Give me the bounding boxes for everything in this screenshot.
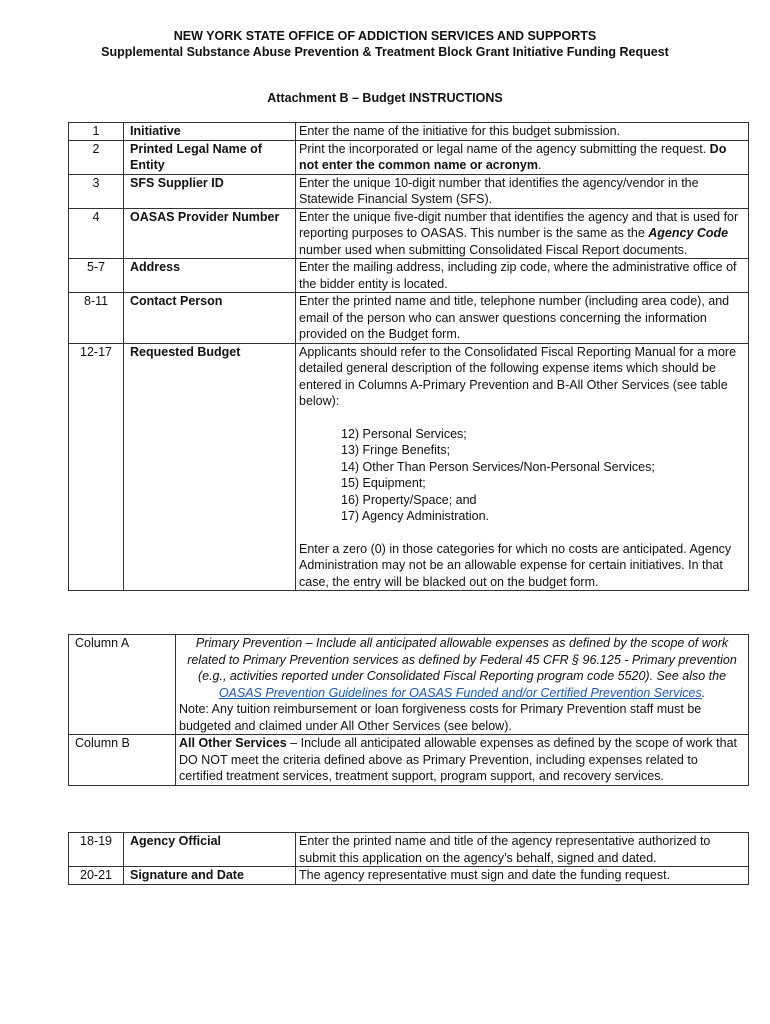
- expense-list: [299, 426, 745, 525]
- row-number: 20-21: [69, 867, 124, 885]
- list-item: 13) Fringe Benefits;: [341, 443, 451, 457]
- primary-prevention-text: [179, 635, 745, 701]
- document-subtitle: Supplemental Substance Abuse Prevention & Treatment Block Grant Initiative Funding Request: [101, 45, 669, 59]
- column-b-label: Column B: [69, 735, 176, 786]
- row-description: Enter the unique 10-digit number that identifies the agency/vendor in the Statewide Financial System (SFS).: [296, 174, 749, 208]
- desc-emphasis: Do not enter the common name or acronym: [299, 141, 727, 172]
- row-description: Enter the printed name and title, telephone number (including area code), and email of the person who can answer questions concerning the information provided on the Budget form.: [296, 293, 749, 344]
- table-row: [69, 174, 749, 208]
- signature-table: [68, 832, 749, 885]
- row-label: Requested Budget: [124, 343, 296, 591]
- desc-text: Primary Prevention – Include all anticipated allowable expenses as defined by the scope of work related to Primary Prevention services as defined by Federal 45 CFR § 96.125 - Primary prevention (e.g., activities reported under Consolidated Fiscal Reporting program code 5520). See also the: [187, 636, 737, 683]
- document-agency-title: NEW YORK STATE OFFICE OF ADDICTION SERVICES AND SUPPORTS: [173, 29, 597, 43]
- row-number: 3: [69, 174, 124, 208]
- attachment-title: Attachment B – Budget INSTRUCTIONS: [267, 91, 503, 105]
- list-item: 17) Agency Administration.: [341, 509, 489, 523]
- row-label: Contact Person: [124, 293, 296, 344]
- row-number: 18-19: [69, 833, 124, 867]
- row-label: Signature and Date: [124, 867, 296, 885]
- row-description: The agency representative must sign and date the funding request.: [296, 867, 749, 885]
- row-number: 1: [69, 123, 124, 141]
- table-row: [69, 123, 749, 141]
- table-row: [69, 343, 749, 591]
- row-label: Initiative: [124, 123, 296, 141]
- row-label: Agency Official: [124, 833, 296, 867]
- row-description: Enter the printed name and title of the agency representative authorized to submit this application on the agency’s behalf, signed and dated.: [296, 833, 749, 867]
- zero-note: Enter a zero (0) in those categories for which no costs are anticipated. Agency Administration may not be an allowable expense for certain initiatives. In that case, the entry will be blacked out on the budget form.: [299, 541, 732, 589]
- row-description: Enter the mailing address, including zip code, where the administrative office of the bidder entity is located.: [296, 259, 749, 293]
- table-row: [69, 293, 749, 344]
- table-row: [69, 735, 749, 786]
- row-description: [296, 140, 749, 174]
- columns-table: [68, 634, 749, 786]
- instructions-table: [68, 122, 749, 591]
- row-description: [296, 343, 749, 591]
- row-number: 12-17: [69, 343, 124, 591]
- row-label: SFS Supplier ID: [124, 174, 296, 208]
- table-row: [69, 259, 749, 293]
- desc-emphasis: Agency Code: [648, 226, 729, 240]
- column-a-note: Note: Any tuition reimbursement or loan forgiveness costs for Primary Prevention staff must be budgeted and claimed under All Other Services (see below).: [179, 702, 702, 733]
- desc-text: .: [537, 158, 542, 172]
- table-row: [69, 208, 749, 259]
- desc-text: number used when submitting Consolidated Fiscal Report documents.: [299, 242, 688, 257]
- desc-text: – Include all anticipated allowable expenses as defined by the scope of work that DO NOT meet the criteria defined above as Primary Prevention, including expenses related to certified treatment services, treatment support, program support, and recovery services.: [179, 736, 737, 783]
- row-description: [296, 208, 749, 259]
- desc-emphasis: All Other Services: [179, 736, 287, 750]
- column-a-description: [176, 635, 749, 735]
- row-number: 4: [69, 208, 124, 259]
- desc-text: Enter the unique five-digit number that identifies the agency and that is used for reporting purposes to OASAS. This number is the same as the: [299, 209, 739, 240]
- desc-text: Applicants should refer to the Consolidated Fiscal Reporting Manual for a more detailed general description of the following expense items which should be entered in Columns A-Primary Prevention and B-All Other Services (see table below):: [299, 344, 737, 408]
- row-number: 5-7: [69, 259, 124, 293]
- row-number: 2: [69, 140, 124, 174]
- prevention-guidelines-link[interactable]: OASAS Prevention Guidelines for OASAS Funded and/or Certified Prevention Services: [218, 685, 702, 700]
- table-row: [69, 867, 749, 885]
- column-a-label: Column A: [69, 635, 176, 735]
- row-label: Address: [124, 259, 296, 293]
- list-item: 12) Personal Services;: [341, 426, 467, 441]
- table-row: [69, 635, 749, 735]
- list-item: 16) Property/Space; and: [341, 492, 477, 507]
- column-b-description: [176, 735, 749, 786]
- row-label: Printed Legal Name of Entity: [124, 140, 296, 174]
- row-number: 8-11: [69, 293, 124, 344]
- list-item: 15) Equipment;: [341, 476, 426, 490]
- row-label: OASAS Provider Number: [124, 208, 296, 259]
- row-description: Enter the name of the initiative for this budget submission.: [296, 123, 749, 141]
- desc-text: Print the incorporated or legal name of the agency submitting the request.: [299, 141, 710, 156]
- list-item: 14) Other Than Person Services/Non-Personal Services;: [341, 459, 655, 474]
- table-row: [69, 833, 749, 867]
- desc-text: .: [701, 685, 706, 700]
- table-row: [69, 140, 749, 174]
